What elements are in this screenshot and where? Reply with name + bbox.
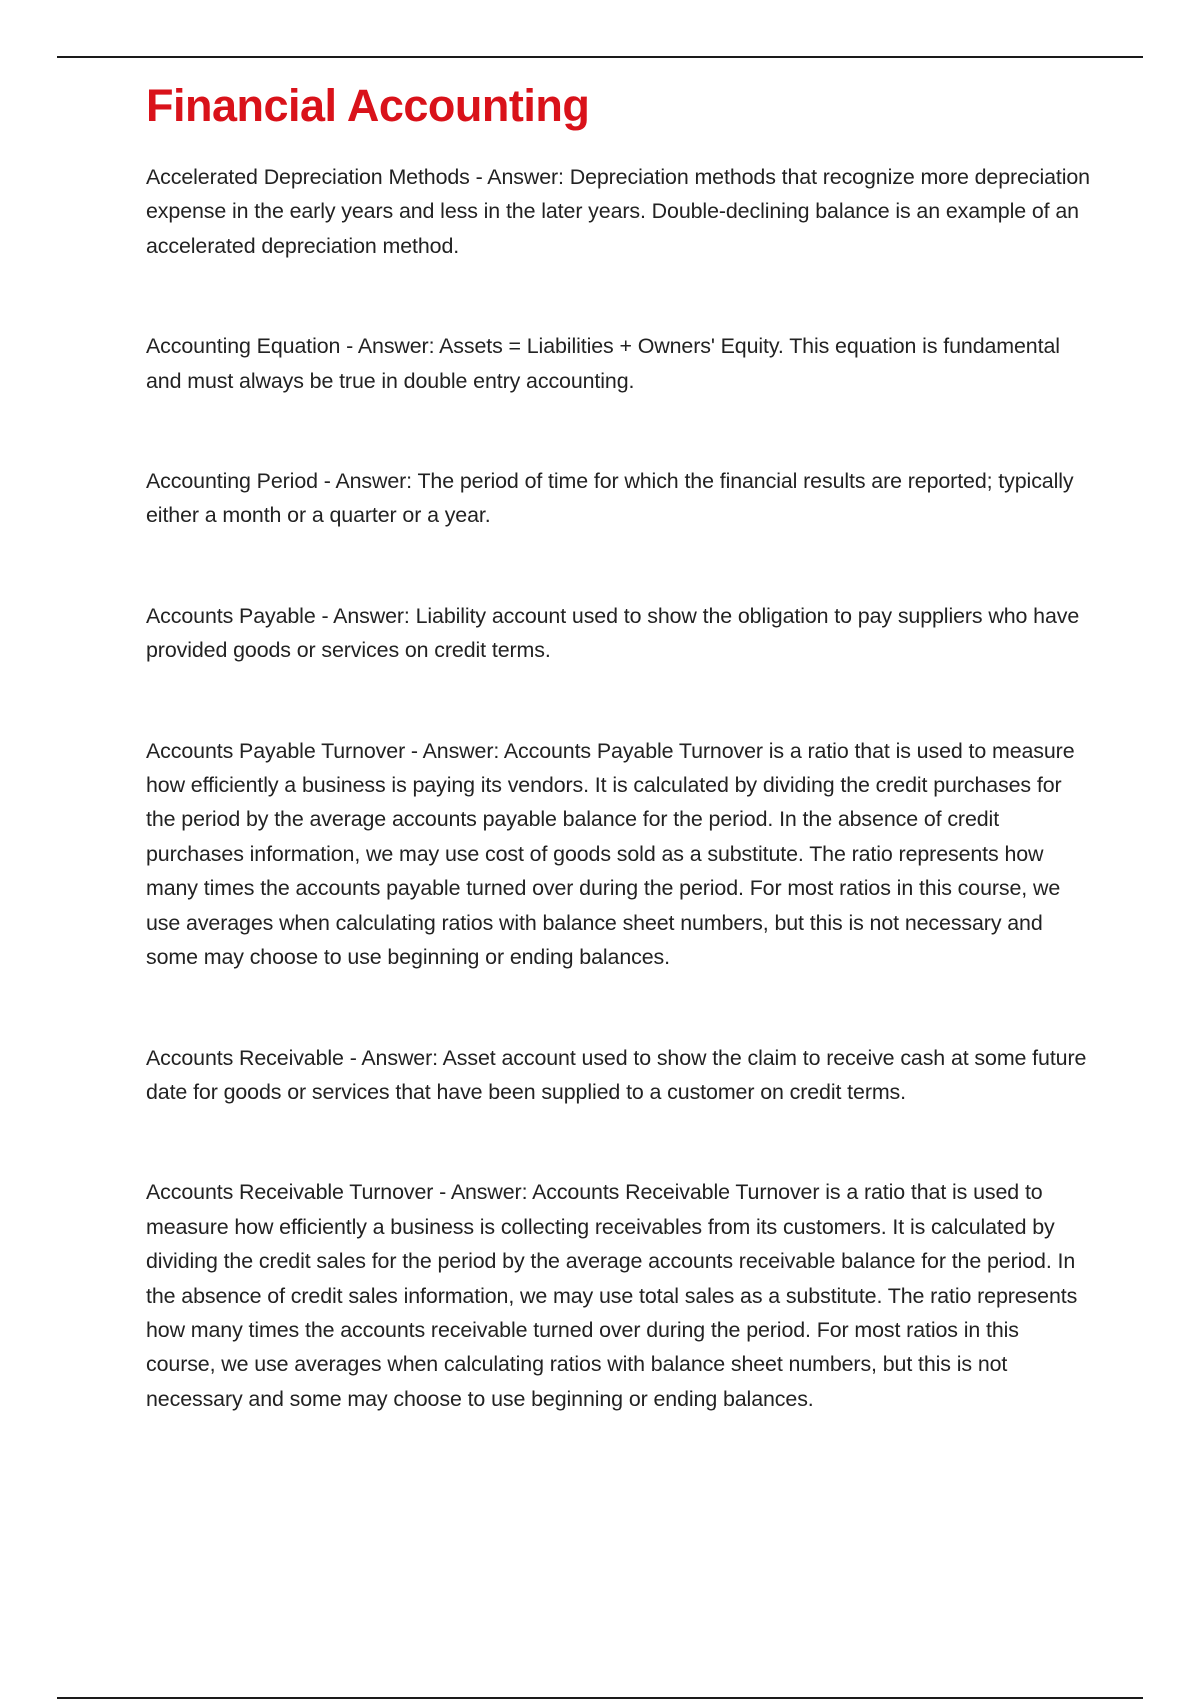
glossary-entry-accounts-receivable: Accounts Receivable - Answer: Asset account used to show the claim to receive cash at some future date for goods or services that have been supplied to a customer on credit terms. bbox=[146, 1045, 1087, 1104]
glossary-entry-accounting-period: Accounting Period - Answer: The period of time for which the financial results are reported; typically either a month or a quarter or a year. bbox=[146, 469, 1074, 528]
footer-rule bbox=[57, 1697, 1143, 1699]
document-title: Financial Accounting bbox=[146, 80, 590, 131]
glossary-entry-accounts-receivable-turnover: Accounts Receivable Turnover - Answer: Accounts Receivable Turnover is a ratio that is used to measure how efficiently a business is collecting receivables from its customers. It is calculated by dividing the credit sales for the period by the average accounts receivable balance for the period. In the absence of credit sales information, we may use total sales as a substitute. The ratio represents how many times the accounts receivable turned over during the period. For most ratios in this course, we use averages when calculating ratios with balance sheet numbers, but this is not necessary and some may choose to use beginning or ending balances. bbox=[146, 1180, 1078, 1411]
glossary-entry-accounts-payable: Accounts Payable - Answer: Liability account used to show the obligation to pay suppliers who have provided goods or services on credit terms. bbox=[146, 603, 1080, 663]
page-content bbox=[146, 74, 1092, 1482]
header-rule bbox=[57, 56, 1143, 58]
glossary-entry-accounting-equation: Accounting Equation - Answer: Assets = Liabilities + Owners' Equity. This equation is fundamental and must always be true in double entry accounting. bbox=[146, 334, 1060, 393]
glossary-entry-accounts-payable-turnover: Accounts Payable Turnover - Answer: Accounts Payable Turnover is a ratio that is used to measure how efficiently a business is paying its vendors. It is calculated by dividing the credit purchases for the period by the average accounts payable balance for the period. In the absence of credit purchases information, we may use cost of goods sold as a substitute. The ratio represents how many times the accounts payable turned over during the period. For most ratios in this course, we use averages when calculating ratios with balance sheet numbers, but this is not necessary and some may choose to use beginning or ending balances. bbox=[146, 738, 1075, 970]
glossary-entries bbox=[146, 160, 1092, 1416]
glossary-entry-accelerated-depreciation: Accelerated Depreciation Methods - Answer: Depreciation methods that recognize more depreciation expense in the early years and less in the later years. Double-declining balance is an example of an accelerated depreciation method. bbox=[146, 165, 1090, 258]
